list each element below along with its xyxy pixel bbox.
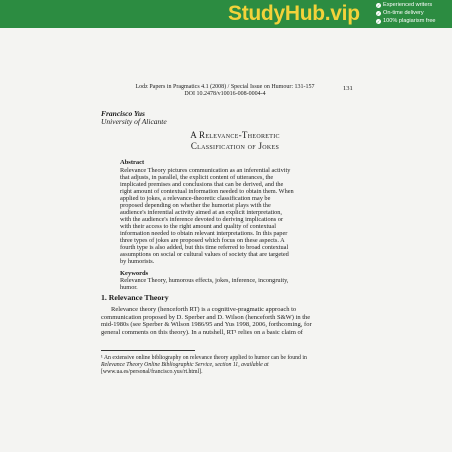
check-circle-icon: ✓ xyxy=(376,11,381,17)
brand-logo[interactable]: StudyHub.vip xyxy=(228,2,360,25)
abstract-line: information needed to obtain relevant interpretations. In this paper xyxy=(120,230,288,237)
footnote-line: [www.ua.es/personal/francisco.yus/rt.html]. xyxy=(101,369,203,375)
doi-line: DOI 10.2478/v10016-008-0004-4 xyxy=(184,91,266,97)
abstract-line: with their access to the right amount and quality of contextual xyxy=(120,223,276,230)
abstract-line: Relevance Theory pictures communication as an inferential activity xyxy=(120,167,291,174)
author-affiliation: University of Alicante xyxy=(101,117,167,126)
abstract-line: that adjusts, in parallel, the explicit content of utterances, the xyxy=(120,174,274,181)
keywords-line: Relevance Theory, humorous effects, jokes, inference, incongruity, xyxy=(120,277,289,284)
abstract-line: audience's inferential activity aimed at an explicit interpretation, xyxy=(120,209,282,216)
journal-citation: Lodz Papers in Pragmatics 4.1 (2008) / Special Issue on Humour: 131-157 xyxy=(135,84,315,90)
body-line: mid-1980s (see Sperber & Wilson 1986/95 and Yus 1998, 2006, forthcoming, for xyxy=(101,321,312,328)
abstract-line: proposed depending on whether the humorist plays with the xyxy=(120,202,271,209)
keywords-heading: Keywords xyxy=(120,270,149,277)
abstract-line: fourth type is also added, but this time referred to broad contextual xyxy=(120,244,289,251)
body-line: general comments on this theory). In a nutshell, RT¹ relies on a basic claim of xyxy=(101,328,303,336)
abstract-line: assumptions on social or cultural values of society that are targeted xyxy=(120,251,289,258)
feature-item: ✓ On-time delivery xyxy=(376,9,424,17)
abstract-line: with the audience's inference devoted to deriving implications or xyxy=(120,216,284,223)
feature-list xyxy=(376,2,452,25)
body-line: Relevance theory (henceforth RT) is a cognitive-pragmatic approach to xyxy=(111,306,297,313)
footnote-line: ¹ An extensive online bibliography on relevance theory applied to humor can be found in xyxy=(101,355,307,361)
feature-item: ✓ Experienced writers xyxy=(376,2,433,9)
paper-title-line-1: A Relevance-Theoretic xyxy=(190,130,280,140)
abstract-line: implicated premises and conclusions that can be derived, and the xyxy=(120,181,284,188)
footnote-line: Relevance Theory Online Bibliographic Service, section 11, available at xyxy=(101,362,269,368)
abstract-heading: Abstract xyxy=(120,159,145,166)
section-heading: 1. Relevance Theory xyxy=(101,293,169,302)
body-line: communication proposed by D. Sperber and D. Wilson (henceforth S&W) in the xyxy=(101,313,311,321)
paper-title-line-2: Classification of Jokes xyxy=(190,141,280,151)
keywords-line: humor. xyxy=(120,284,138,291)
check-circle-icon: ✓ xyxy=(376,18,381,24)
page-number: 131 xyxy=(343,85,353,92)
abstract-line: right amount of contextual information needed to obtain them. When xyxy=(120,188,294,195)
author-name: Francisco Yus xyxy=(101,109,145,118)
ad-banner[interactable] xyxy=(0,0,452,28)
footnote-divider xyxy=(101,350,195,351)
check-circle-icon: ✓ xyxy=(376,3,381,9)
abstract-line: by humorists. xyxy=(120,258,155,265)
abstract-line: three types of jokes are proposed which focus on these aspects. A xyxy=(120,237,285,244)
abstract-line: applied to jokes, a relevance-theoretic classification may be xyxy=(120,195,271,202)
feature-item: ✓ 100% plagiarism free xyxy=(376,17,436,24)
